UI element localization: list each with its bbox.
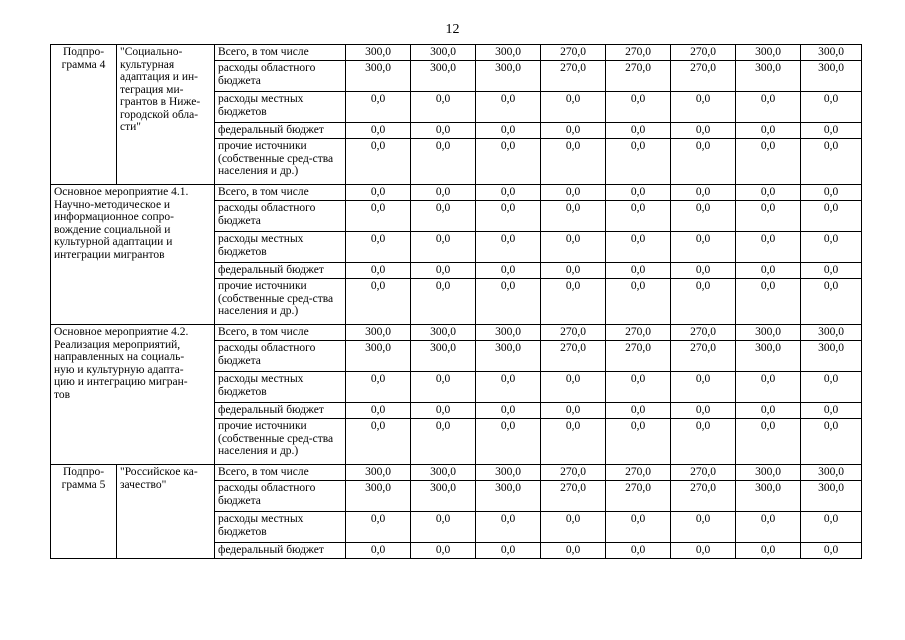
amount-cell: 300,0: [476, 45, 541, 61]
funding-source: Всего, в том числе: [215, 45, 346, 61]
amount-cell: 0,0: [346, 263, 411, 279]
subprogram-title: "Российское ка- зачество": [117, 465, 215, 559]
amount-cell: 0,0: [671, 201, 736, 232]
amount-cell: 0,0: [541, 123, 606, 139]
amount-cell: 0,0: [346, 372, 411, 403]
amount-cell: 300,0: [411, 61, 476, 92]
amount-cell: 0,0: [671, 372, 736, 403]
funding-source: расходы областного бюджета: [215, 481, 346, 512]
amount-cell: 0,0: [346, 232, 411, 263]
amount-cell: 0,0: [801, 512, 862, 543]
amount-cell: 0,0: [476, 185, 541, 201]
amount-cell: 0,0: [801, 263, 862, 279]
amount-cell: 0,0: [801, 92, 862, 123]
amount-cell: 0,0: [411, 512, 476, 543]
amount-cell: 300,0: [346, 325, 411, 341]
amount-cell: 0,0: [736, 279, 801, 325]
amount-cell: 0,0: [541, 512, 606, 543]
amount-cell: 0,0: [476, 139, 541, 185]
funding-source: Всего, в том числе: [215, 185, 346, 201]
amount-cell: 0,0: [736, 263, 801, 279]
amount-cell: 300,0: [411, 341, 476, 372]
amount-cell: 300,0: [411, 465, 476, 481]
amount-cell: 0,0: [476, 512, 541, 543]
funding-source: федеральный бюджет: [215, 123, 346, 139]
amount-cell: 300,0: [736, 465, 801, 481]
page-number: 12: [445, 22, 460, 37]
amount-cell: 0,0: [736, 403, 801, 419]
amount-cell: 0,0: [476, 92, 541, 123]
amount-cell: 0,0: [346, 139, 411, 185]
amount-cell: 0,0: [736, 372, 801, 403]
amount-cell: 300,0: [736, 481, 801, 512]
amount-cell: 0,0: [346, 123, 411, 139]
amount-cell: 270,0: [606, 325, 671, 341]
funding-source: расходы областного бюджета: [215, 61, 346, 92]
amount-cell: 300,0: [476, 341, 541, 372]
subprogram-code: Подпро- грамма 4: [51, 45, 117, 185]
amount-cell: 0,0: [411, 403, 476, 419]
funding-source: расходы местных бюджетов: [215, 92, 346, 123]
amount-cell: 0,0: [736, 512, 801, 543]
amount-cell: 300,0: [346, 61, 411, 92]
budget-table: [50, 44, 862, 559]
amount-cell: 0,0: [736, 232, 801, 263]
measure-title: Основное мероприятие 4.1. Научно-методическое и информационное сопро- вождение социальной и культурной адаптации и интеграции мигрантов: [51, 185, 215, 325]
amount-cell: 0,0: [476, 279, 541, 325]
amount-cell: 300,0: [476, 61, 541, 92]
amount-cell: 0,0: [346, 185, 411, 201]
amount-cell: 0,0: [476, 123, 541, 139]
amount-cell: 0,0: [671, 263, 736, 279]
amount-cell: 270,0: [671, 341, 736, 372]
amount-cell: 0,0: [671, 123, 736, 139]
amount-cell: 0,0: [736, 92, 801, 123]
amount-cell: 0,0: [346, 543, 411, 559]
amount-cell: 0,0: [801, 372, 862, 403]
amount-cell: 0,0: [411, 232, 476, 263]
amount-cell: 0,0: [411, 279, 476, 325]
amount-cell: 300,0: [801, 325, 862, 341]
table-row: [51, 465, 862, 481]
amount-cell: 0,0: [736, 419, 801, 465]
amount-cell: 0,0: [801, 139, 862, 185]
table-row: [51, 325, 862, 341]
amount-cell: 0,0: [346, 403, 411, 419]
amount-cell: 0,0: [606, 372, 671, 403]
amount-cell: 300,0: [801, 45, 862, 61]
amount-cell: 0,0: [541, 263, 606, 279]
amount-cell: 0,0: [346, 279, 411, 325]
amount-cell: 0,0: [606, 419, 671, 465]
funding-source: прочие источники (собственные сред-ства населения и др.): [215, 419, 346, 465]
amount-cell: 0,0: [476, 372, 541, 403]
amount-cell: 270,0: [671, 45, 736, 61]
amount-cell: 300,0: [476, 481, 541, 512]
amount-cell: 300,0: [736, 61, 801, 92]
amount-cell: 0,0: [671, 232, 736, 263]
amount-cell: 0,0: [346, 201, 411, 232]
amount-cell: 0,0: [411, 185, 476, 201]
amount-cell: 270,0: [671, 61, 736, 92]
amount-cell: 0,0: [541, 372, 606, 403]
funding-source: федеральный бюджет: [215, 263, 346, 279]
amount-cell: 0,0: [346, 419, 411, 465]
funding-source: расходы местных бюджетов: [215, 512, 346, 543]
amount-cell: 0,0: [606, 201, 671, 232]
amount-cell: 0,0: [801, 543, 862, 559]
amount-cell: 0,0: [801, 232, 862, 263]
amount-cell: 270,0: [606, 45, 671, 61]
amount-cell: 0,0: [606, 232, 671, 263]
amount-cell: 270,0: [606, 341, 671, 372]
funding-source: прочие источники (собственные сред-ства населения и др.): [215, 139, 346, 185]
amount-cell: 300,0: [411, 45, 476, 61]
table-row: [51, 185, 862, 201]
amount-cell: 300,0: [346, 481, 411, 512]
amount-cell: 0,0: [541, 185, 606, 201]
amount-cell: 0,0: [736, 185, 801, 201]
amount-cell: 300,0: [346, 45, 411, 61]
amount-cell: 0,0: [411, 419, 476, 465]
amount-cell: 270,0: [541, 481, 606, 512]
amount-cell: 0,0: [606, 185, 671, 201]
amount-cell: 270,0: [671, 465, 736, 481]
amount-cell: 300,0: [801, 61, 862, 92]
amount-cell: 300,0: [736, 341, 801, 372]
amount-cell: 0,0: [476, 263, 541, 279]
amount-cell: 0,0: [541, 201, 606, 232]
amount-cell: 0,0: [476, 403, 541, 419]
amount-cell: 0,0: [606, 403, 671, 419]
amount-cell: 0,0: [541, 403, 606, 419]
amount-cell: 0,0: [346, 512, 411, 543]
amount-cell: 0,0: [541, 232, 606, 263]
amount-cell: 0,0: [606, 543, 671, 559]
funding-source: расходы областного бюджета: [215, 341, 346, 372]
amount-cell: 0,0: [671, 419, 736, 465]
amount-cell: 270,0: [606, 481, 671, 512]
amount-cell: 0,0: [801, 279, 862, 325]
amount-cell: 0,0: [801, 185, 862, 201]
amount-cell: 0,0: [541, 92, 606, 123]
amount-cell: 0,0: [541, 279, 606, 325]
measure-title: Основное мероприятие 4.2. Реализация мероприятий, направленных на социаль- ную и культурную адапта- цию и интеграцию мигран- тов: [51, 325, 215, 465]
amount-cell: 0,0: [411, 201, 476, 232]
amount-cell: 300,0: [476, 465, 541, 481]
amount-cell: 270,0: [606, 61, 671, 92]
amount-cell: 0,0: [606, 263, 671, 279]
amount-cell: 270,0: [606, 465, 671, 481]
amount-cell: 0,0: [606, 279, 671, 325]
amount-cell: 0,0: [671, 139, 736, 185]
amount-cell: 0,0: [541, 543, 606, 559]
amount-cell: 0,0: [411, 139, 476, 185]
amount-cell: 0,0: [671, 279, 736, 325]
funding-source: Всего, в том числе: [215, 325, 346, 341]
funding-source: Всего, в том числе: [215, 465, 346, 481]
amount-cell: 0,0: [541, 419, 606, 465]
amount-cell: 0,0: [606, 123, 671, 139]
amount-cell: 0,0: [736, 139, 801, 185]
amount-cell: 0,0: [801, 403, 862, 419]
amount-cell: 270,0: [541, 341, 606, 372]
amount-cell: 270,0: [541, 45, 606, 61]
amount-cell: 0,0: [801, 201, 862, 232]
amount-cell: 300,0: [801, 465, 862, 481]
subprogram-title: "Социально- культурная адаптация и ин- теграция ми- грантов в Ниже- городской обла- сти": [117, 45, 215, 185]
amount-cell: 300,0: [346, 341, 411, 372]
funding-source: расходы областного бюджета: [215, 201, 346, 232]
amount-cell: 0,0: [476, 232, 541, 263]
amount-cell: 270,0: [541, 325, 606, 341]
amount-cell: 0,0: [476, 419, 541, 465]
subprogram-code: Подпро- грамма 5: [51, 465, 117, 559]
amount-cell: 0,0: [411, 372, 476, 403]
amount-cell: 0,0: [801, 419, 862, 465]
amount-cell: 0,0: [411, 92, 476, 123]
amount-cell: 300,0: [411, 325, 476, 341]
amount-cell: 0,0: [671, 403, 736, 419]
amount-cell: 300,0: [411, 481, 476, 512]
funding-source: федеральный бюджет: [215, 543, 346, 559]
amount-cell: 0,0: [736, 123, 801, 139]
amount-cell: 0,0: [411, 123, 476, 139]
amount-cell: 270,0: [541, 465, 606, 481]
amount-cell: 0,0: [411, 263, 476, 279]
amount-cell: 0,0: [671, 185, 736, 201]
funding-source: прочие источники (собственные сред-ства населения и др.): [215, 279, 346, 325]
amount-cell: 0,0: [606, 139, 671, 185]
amount-cell: 0,0: [411, 543, 476, 559]
amount-cell: 270,0: [541, 61, 606, 92]
funding-source: федеральный бюджет: [215, 403, 346, 419]
amount-cell: 270,0: [671, 481, 736, 512]
amount-cell: 0,0: [736, 543, 801, 559]
amount-cell: 0,0: [801, 123, 862, 139]
amount-cell: 300,0: [476, 325, 541, 341]
amount-cell: 300,0: [346, 465, 411, 481]
table-row: [51, 45, 862, 61]
amount-cell: 0,0: [606, 512, 671, 543]
amount-cell: 0,0: [346, 92, 411, 123]
amount-cell: 0,0: [606, 92, 671, 123]
funding-source: расходы местных бюджетов: [215, 232, 346, 263]
amount-cell: 0,0: [671, 512, 736, 543]
amount-cell: 270,0: [671, 325, 736, 341]
amount-cell: 0,0: [671, 92, 736, 123]
amount-cell: 300,0: [736, 45, 801, 61]
funding-source: расходы местных бюджетов: [215, 372, 346, 403]
amount-cell: 300,0: [801, 481, 862, 512]
amount-cell: 0,0: [736, 201, 801, 232]
amount-cell: 300,0: [801, 341, 862, 372]
amount-cell: 0,0: [476, 201, 541, 232]
amount-cell: 0,0: [541, 139, 606, 185]
amount-cell: 300,0: [736, 325, 801, 341]
amount-cell: 0,0: [476, 543, 541, 559]
amount-cell: 0,0: [671, 543, 736, 559]
